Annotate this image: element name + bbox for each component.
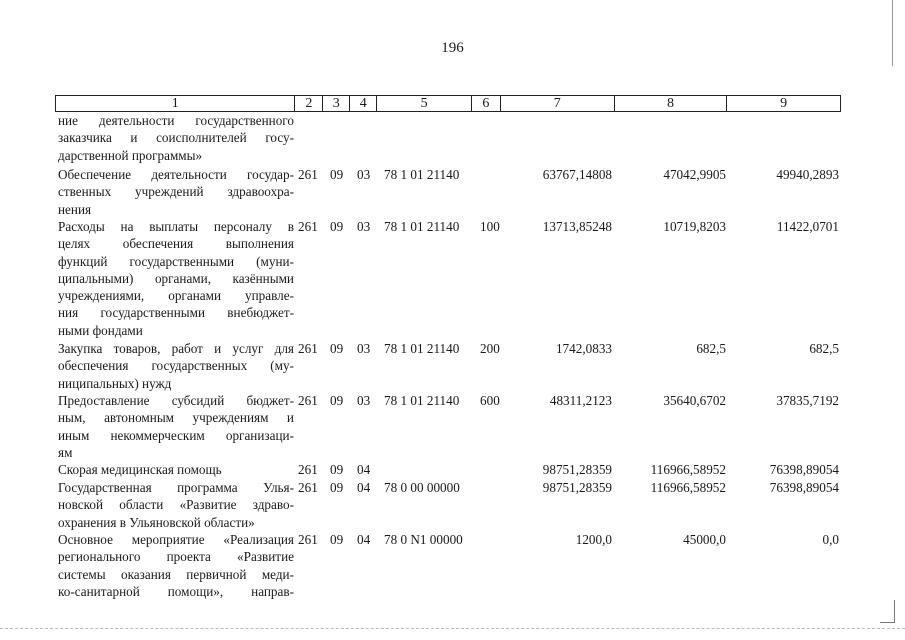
row-value-7: 48311,2123 (549, 393, 612, 408)
row-value-9: 11422,0701 (776, 219, 839, 234)
scan-bottom-edge (0, 628, 905, 630)
row-subsection: 04 (357, 480, 371, 495)
row-section: 09 (330, 462, 344, 477)
row-name-line: Скорая медицинская помощь (58, 462, 222, 477)
row-name-line: Закупка товаров, работ и услуг для (58, 341, 294, 356)
row-name-line: Обеспечение деятельности государ- (58, 167, 294, 182)
header-col-7: 7 (500, 96, 614, 111)
row-target-code: 78 1 01 21140 (384, 167, 460, 182)
row-name (58, 392, 294, 461)
row-value-7: 1200,0 (575, 532, 612, 547)
row-name-line: ко-санитарной помощи», направ- (58, 583, 294, 599)
row-value-9: 76398,89054 (769, 462, 839, 477)
row-grbs: 261 (298, 167, 318, 182)
row-section: 09 (330, 167, 344, 182)
header-col-1: 1 (171, 96, 179, 111)
header-col-2: 2 (294, 96, 322, 111)
row-name-line: Государственная программа Улья- (58, 480, 294, 495)
row-value-8: 35640,6702 (663, 393, 726, 408)
row-value-8: 116966,58952 (650, 462, 726, 477)
row-name (58, 112, 294, 164)
row-value-8: 47042,9905 (663, 167, 726, 182)
row-name-line: Предоставление субсидий бюджет- (58, 393, 294, 408)
row-name-line: новской области «Развитие здраво- (58, 497, 294, 513)
table-header (55, 95, 841, 112)
row-section: 09 (330, 219, 344, 234)
header-col-5: 5 (376, 96, 471, 111)
row-grbs: 261 (298, 393, 318, 408)
row-name (58, 218, 294, 339)
row-target-code: 78 0 00 00000 (384, 480, 460, 495)
row-name-line: Основное мероприятие «Реализация (58, 532, 294, 547)
row-value-9: 682,5 (809, 341, 839, 356)
row-name-line: нения (58, 201, 92, 217)
row-grbs: 261 (298, 480, 318, 495)
row-subsection: 04 (357, 532, 371, 547)
row-value-8: 10719,8203 (663, 219, 726, 234)
row-name-line: регионального проекта «Развитие (58, 549, 294, 565)
row-value-7: 98751,28359 (542, 462, 612, 477)
row-expense-type: 200 (480, 341, 500, 356)
row-expense-type: 600 (480, 393, 500, 408)
row-name-line: учреждениями, органами управле- (58, 288, 294, 304)
row-value-9: 0,0 (822, 532, 839, 547)
row-value-7: 13713,85248 (542, 219, 612, 234)
row-value-7: 98751,28359 (542, 480, 612, 495)
row-value-9: 37835,7192 (776, 393, 839, 408)
row-section: 09 (330, 480, 344, 495)
row-name-line: ципальными) органами, казёнными (58, 270, 294, 286)
header-col-6: 6 (471, 96, 500, 111)
row-name (58, 531, 294, 600)
row-name-line: заказчика и соисполнителей госу- (58, 130, 294, 146)
row-value-9: 76398,89054 (769, 480, 839, 495)
row-grbs: 261 (298, 219, 318, 234)
row-name-line: ным, автономным учреждениям и (58, 410, 294, 426)
row-name-line: ния государственными внебюджет- (58, 305, 294, 321)
row-expense-type: 100 (480, 219, 500, 234)
row-name-line: дарственной программы» (58, 147, 203, 163)
row-name-line: функций государственными (муни- (58, 253, 294, 269)
row-subsection: 03 (357, 393, 371, 408)
row-name (58, 340, 294, 392)
row-name-line: ям (58, 444, 73, 460)
row-value-7: 63767,14808 (542, 167, 612, 182)
row-section: 09 (330, 341, 344, 356)
header-col-8: 8 (614, 96, 727, 111)
row-value-9: 49940,2893 (776, 167, 839, 182)
header-col-4: 4 (349, 96, 376, 111)
row-name-line: ственных учреждений здравоохра- (58, 184, 294, 200)
row-grbs: 261 (298, 341, 318, 356)
row-subsection: 04 (357, 462, 371, 477)
header-col-3: 3 (322, 96, 349, 111)
scan-corner-mark (880, 600, 895, 623)
row-name-line: Расходы на выплаты персоналу в (58, 219, 294, 234)
row-name-line: ние деятельности государственного (58, 113, 294, 128)
row-subsection: 03 (357, 341, 371, 356)
row-target-code: 78 0 N1 00000 (384, 532, 463, 547)
row-value-7: 1742,0833 (555, 341, 612, 356)
row-name-line: ными фондами (58, 322, 143, 338)
row-grbs: 261 (298, 532, 318, 547)
row-name (58, 166, 294, 218)
row-name-line: системы оказания первичной меди- (58, 566, 294, 582)
row-value-8: 45000,0 (683, 532, 726, 547)
row-name-line: иным некоммерческим организаци- (58, 427, 294, 443)
row-section: 09 (330, 393, 344, 408)
row-value-8: 116966,58952 (650, 480, 726, 495)
row-subsection: 03 (357, 219, 371, 234)
row-target-code: 78 1 01 21140 (384, 219, 460, 234)
page-number: 196 (441, 40, 464, 56)
row-subsection: 03 (357, 167, 371, 182)
row-name-line: ниципальных) нужд (58, 375, 172, 391)
row-target-code: 78 1 01 21140 (384, 393, 460, 408)
row-section: 09 (330, 532, 344, 547)
row-name-line: целях обеспечения выполнения (58, 236, 294, 252)
row-name (58, 479, 294, 531)
row-value-8: 682,5 (696, 341, 726, 356)
header-col-9: 9 (726, 96, 840, 111)
row-grbs: 261 (298, 462, 318, 477)
row-name-line: обеспечения государственных (му- (58, 358, 294, 374)
row-name (58, 461, 294, 478)
row-target-code: 78 1 01 21140 (384, 341, 460, 356)
row-name-line: охранения в Ульяновской области» (58, 514, 255, 530)
